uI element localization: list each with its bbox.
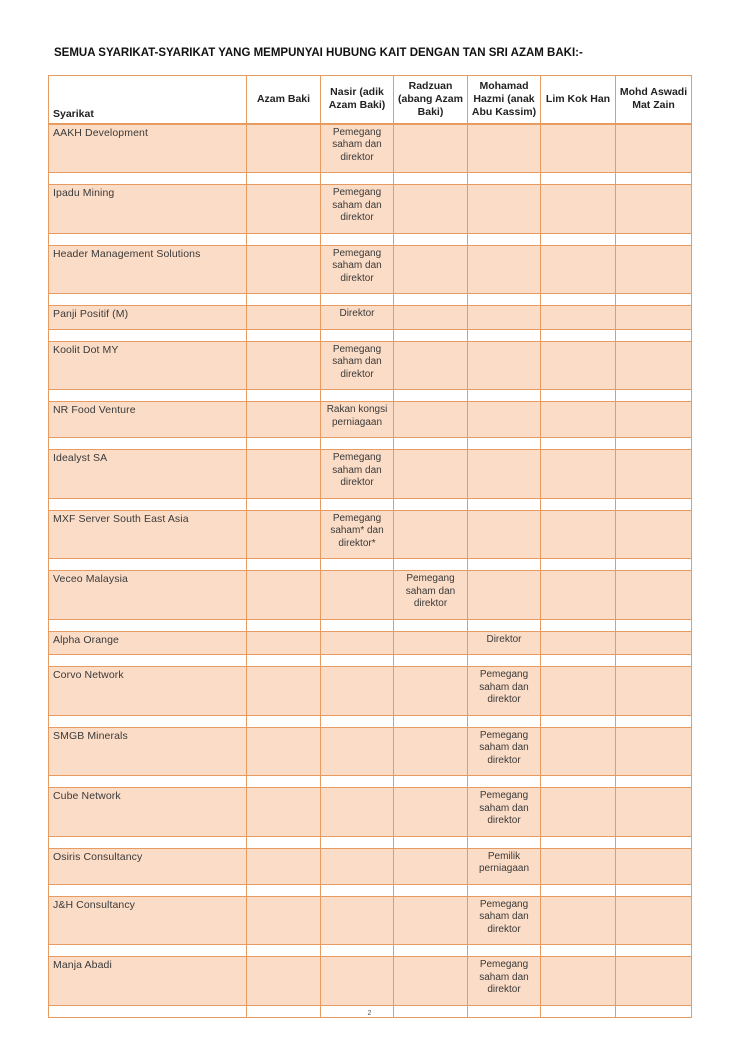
spacer-cell (49, 715, 247, 727)
role-cell (394, 185, 468, 234)
role-cell (541, 402, 616, 438)
companies-table-body (49, 124, 692, 1018)
role-cell: Pemegang saham dan direktor (321, 245, 394, 294)
role-cell (616, 124, 692, 173)
role-cell (247, 896, 321, 945)
table-row (49, 848, 692, 884)
spacer-cell (247, 173, 321, 185)
spacer-cell (247, 390, 321, 402)
role-cell (394, 957, 468, 1006)
company-name: MXF Server South East Asia (49, 510, 247, 559)
spacer-cell (616, 498, 692, 510)
company-name: Idealyst SA (49, 450, 247, 499)
spacer-cell (321, 559, 394, 571)
role-cell: Direktor (321, 306, 394, 330)
spacer-row (49, 233, 692, 245)
column-header-mohamad-hazmi: Mohamad Hazmi (anak Abu Kassim) (468, 76, 541, 124)
spacer-cell (468, 655, 541, 667)
spacer-cell (541, 715, 616, 727)
spacer-cell (541, 945, 616, 957)
role-cell (541, 727, 616, 776)
spacer-cell (49, 655, 247, 667)
spacer-cell (541, 390, 616, 402)
role-cell (394, 450, 468, 499)
role-cell (394, 896, 468, 945)
spacer-cell (394, 655, 468, 667)
role-cell (616, 402, 692, 438)
role-cell (616, 788, 692, 837)
spacer-cell (616, 945, 692, 957)
role-cell (394, 848, 468, 884)
column-header-syarikat: Syarikat (49, 76, 247, 124)
spacer-row (49, 776, 692, 788)
spacer-cell (541, 438, 616, 450)
spacer-cell (541, 498, 616, 510)
company-name: SMGB Minerals (49, 727, 247, 776)
spacer-cell (247, 233, 321, 245)
table-row (49, 510, 692, 559)
company-name: AAKH Development (49, 124, 247, 173)
role-cell (616, 631, 692, 655)
role-cell (468, 450, 541, 499)
role-cell (541, 896, 616, 945)
role-cell (616, 727, 692, 776)
spacer-cell (247, 498, 321, 510)
spacer-cell (321, 233, 394, 245)
role-cell (468, 245, 541, 294)
role-cell: Pemegang saham dan direktor (321, 185, 394, 234)
role-cell: Pemegang saham dan direktor (468, 788, 541, 837)
spacer-cell (468, 559, 541, 571)
spacer-cell (321, 884, 394, 896)
table-row (49, 571, 692, 620)
role-cell (616, 185, 692, 234)
role-cell (468, 341, 541, 390)
spacer-cell (321, 390, 394, 402)
company-name: Cube Network (49, 788, 247, 837)
spacer-cell (49, 945, 247, 957)
role-cell (321, 848, 394, 884)
role-cell (616, 571, 692, 620)
spacer-cell (616, 655, 692, 667)
spacer-cell (468, 233, 541, 245)
role-cell: Pemilik perniagaan (468, 848, 541, 884)
spacer-cell (616, 233, 692, 245)
role-cell (541, 450, 616, 499)
spacer-cell (247, 715, 321, 727)
role-cell (468, 124, 541, 173)
spacer-cell (247, 438, 321, 450)
table-row (49, 450, 692, 499)
role-cell (321, 957, 394, 1006)
spacer-cell (616, 294, 692, 306)
role-cell (321, 667, 394, 716)
role-cell (247, 450, 321, 499)
spacer-row (49, 498, 692, 510)
role-cell (247, 571, 321, 620)
role-cell (247, 957, 321, 1006)
spacer-cell (394, 173, 468, 185)
spacer-cell (616, 884, 692, 896)
role-cell (247, 631, 321, 655)
spacer-cell (49, 438, 247, 450)
role-cell (616, 450, 692, 499)
spacer-cell (321, 498, 394, 510)
spacer-cell (49, 329, 247, 341)
header-row (49, 76, 692, 124)
role-cell (541, 571, 616, 620)
role-cell: Pemegang saham dan direktor (468, 667, 541, 716)
spacer-cell (616, 438, 692, 450)
column-header-mohd-aswadi: Mohd Aswadi Mat Zain (616, 76, 692, 124)
role-cell (321, 727, 394, 776)
spacer-cell (394, 329, 468, 341)
spacer-cell (541, 619, 616, 631)
spacer-row (49, 945, 692, 957)
spacer-cell (49, 294, 247, 306)
spacer-cell (468, 715, 541, 727)
table-row (49, 788, 692, 837)
role-cell (468, 571, 541, 620)
spacer-cell (616, 559, 692, 571)
role-cell (541, 510, 616, 559)
role-cell (616, 510, 692, 559)
spacer-cell (468, 173, 541, 185)
spacer-cell (247, 945, 321, 957)
role-cell (468, 402, 541, 438)
role-cell (321, 631, 394, 655)
table-row (49, 185, 692, 234)
spacer-cell (247, 329, 321, 341)
spacer-row (49, 836, 692, 848)
spacer-cell (321, 655, 394, 667)
spacer-cell (541, 233, 616, 245)
spacer-cell (541, 884, 616, 896)
spacer-cell (541, 836, 616, 848)
role-cell (541, 957, 616, 1006)
table-row (49, 667, 692, 716)
table-row (49, 896, 692, 945)
spacer-cell (49, 390, 247, 402)
role-cell: Pemegang saham dan direktor (321, 341, 394, 390)
spacer-cell (394, 438, 468, 450)
spacer-cell (616, 329, 692, 341)
company-name: Manja Abadi (49, 957, 247, 1006)
spacer-cell (49, 619, 247, 631)
spacer-cell (541, 173, 616, 185)
role-cell (394, 631, 468, 655)
role-cell (247, 245, 321, 294)
spacer-cell (321, 619, 394, 631)
role-cell (541, 631, 616, 655)
role-cell (468, 185, 541, 234)
spacer-cell (49, 498, 247, 510)
role-cell (541, 306, 616, 330)
role-cell (394, 124, 468, 173)
spacer-row (49, 294, 692, 306)
spacer-row (49, 619, 692, 631)
spacer-cell (394, 836, 468, 848)
role-cell (321, 896, 394, 945)
spacer-cell (247, 655, 321, 667)
spacer-cell (321, 438, 394, 450)
company-name: Alpha Orange (49, 631, 247, 655)
spacer-cell (616, 776, 692, 788)
spacer-cell (616, 836, 692, 848)
companies-table (48, 75, 692, 1018)
spacer-cell (321, 836, 394, 848)
role-cell (247, 727, 321, 776)
spacer-row (49, 329, 692, 341)
spacer-cell (49, 233, 247, 245)
spacer-cell (321, 294, 394, 306)
spacer-cell (49, 173, 247, 185)
role-cell (247, 402, 321, 438)
company-name: Corvo Network (49, 667, 247, 716)
spacer-cell (468, 776, 541, 788)
spacer-cell (247, 294, 321, 306)
spacer-cell (468, 836, 541, 848)
spacer-cell (394, 390, 468, 402)
spacer-row (49, 715, 692, 727)
spacer-cell (616, 173, 692, 185)
role-cell: Pemegang saham* dan direktor* (321, 510, 394, 559)
role-cell (247, 667, 321, 716)
role-cell (616, 896, 692, 945)
role-cell (394, 667, 468, 716)
role-cell (394, 306, 468, 330)
spacer-cell (321, 776, 394, 788)
role-cell (541, 124, 616, 173)
spacer-cell (468, 438, 541, 450)
role-cell: Pemegang saham dan direktor (394, 571, 468, 620)
page-number: 2 (367, 1010, 372, 1017)
page-title: SEMUA SYARIKAT-SYARIKAT YANG MEMPUNYAI HUBUNG KAIT DENGAN TAN SRI AZAM BAKI:- (54, 47, 583, 59)
spacer-row (49, 655, 692, 667)
table-row (49, 306, 692, 330)
role-cell: Direktor (468, 631, 541, 655)
spacer-cell (247, 836, 321, 848)
role-cell (394, 510, 468, 559)
table-row (49, 341, 692, 390)
role-cell (394, 245, 468, 294)
role-cell (247, 185, 321, 234)
company-name: J&H Consultancy (49, 896, 247, 945)
spacer-cell (541, 776, 616, 788)
company-name: Veceo Malaysia (49, 571, 247, 620)
spacer-cell (394, 498, 468, 510)
table-row (49, 727, 692, 776)
spacer-cell (468, 390, 541, 402)
role-cell (468, 510, 541, 559)
spacer-cell (394, 884, 468, 896)
company-name: Osiris Consultancy (49, 848, 247, 884)
role-cell (616, 957, 692, 1006)
role-cell (247, 510, 321, 559)
role-cell (616, 245, 692, 294)
role-cell (247, 788, 321, 837)
role-cell (616, 306, 692, 330)
spacer-cell (616, 715, 692, 727)
spacer-cell (394, 294, 468, 306)
role-cell (394, 727, 468, 776)
spacer-cell (49, 836, 247, 848)
column-header-lim-kok-han: Lim Kok Han (541, 76, 616, 124)
spacer-cell (541, 294, 616, 306)
spacer-cell (394, 945, 468, 957)
table-row (49, 402, 692, 438)
role-cell: Pemegang saham dan direktor (468, 957, 541, 1006)
role-cell (247, 848, 321, 884)
role-cell (468, 306, 541, 330)
role-cell (541, 245, 616, 294)
spacer-cell (321, 173, 394, 185)
table-row (49, 631, 692, 655)
role-cell (394, 402, 468, 438)
role-cell (321, 788, 394, 837)
column-header-nasir: Nasir (adik Azam Baki) (321, 76, 394, 124)
role-cell: Pemegang saham dan direktor (321, 450, 394, 499)
spacer-cell (49, 559, 247, 571)
spacer-cell (321, 715, 394, 727)
spacer-cell (394, 619, 468, 631)
spacer-cell (616, 390, 692, 402)
spacer-cell (541, 329, 616, 341)
spacer-cell (49, 884, 247, 896)
spacer-cell (541, 559, 616, 571)
spacer-cell (321, 329, 394, 341)
role-cell (616, 667, 692, 716)
spacer-cell (468, 945, 541, 957)
role-cell (541, 788, 616, 837)
spacer-row (49, 559, 692, 571)
spacer-cell (247, 884, 321, 896)
table-row (49, 124, 692, 173)
spacer-cell (394, 233, 468, 245)
role-cell (541, 848, 616, 884)
table-row (49, 245, 692, 294)
role-cell (247, 306, 321, 330)
spacer-cell (247, 776, 321, 788)
role-cell: Pemegang saham dan direktor (468, 896, 541, 945)
role-cell (541, 667, 616, 716)
role-cell (616, 848, 692, 884)
spacer-cell (468, 884, 541, 896)
company-name: Koolit Dot MY (49, 341, 247, 390)
company-name: NR Food Venture (49, 402, 247, 438)
company-name: Header Management Solutions (49, 245, 247, 294)
role-cell (247, 124, 321, 173)
spacer-cell (541, 655, 616, 667)
role-cell (616, 341, 692, 390)
spacer-cell (49, 776, 247, 788)
spacer-cell (394, 776, 468, 788)
spacer-cell (468, 294, 541, 306)
column-header-radzuan: Radzuan (abang Azam Baki) (394, 76, 468, 124)
company-name: Ipadu Mining (49, 185, 247, 234)
spacer-row (49, 438, 692, 450)
spacer-row (49, 884, 692, 896)
role-cell (541, 341, 616, 390)
spacer-cell (468, 619, 541, 631)
role-cell (541, 185, 616, 234)
spacer-cell (468, 329, 541, 341)
spacer-row (49, 173, 692, 185)
spacer-cell (394, 559, 468, 571)
role-cell (394, 788, 468, 837)
spacer-cell (247, 619, 321, 631)
role-cell (394, 341, 468, 390)
spacer-cell (394, 715, 468, 727)
role-cell (247, 341, 321, 390)
table-row (49, 957, 692, 1006)
spacer-cell (616, 619, 692, 631)
column-header-azam-baki: Azam Baki (247, 76, 321, 124)
role-cell: Pemegang saham dan direktor (321, 124, 394, 173)
spacer-cell (321, 945, 394, 957)
spacer-row (49, 390, 692, 402)
role-cell: Rakan kongsi perniagaan (321, 402, 394, 438)
role-cell (321, 571, 394, 620)
spacer-cell (247, 559, 321, 571)
spacer-cell (468, 498, 541, 510)
company-name: Panji Positif (M) (49, 306, 247, 330)
role-cell: Pemegang saham dan direktor (468, 727, 541, 776)
